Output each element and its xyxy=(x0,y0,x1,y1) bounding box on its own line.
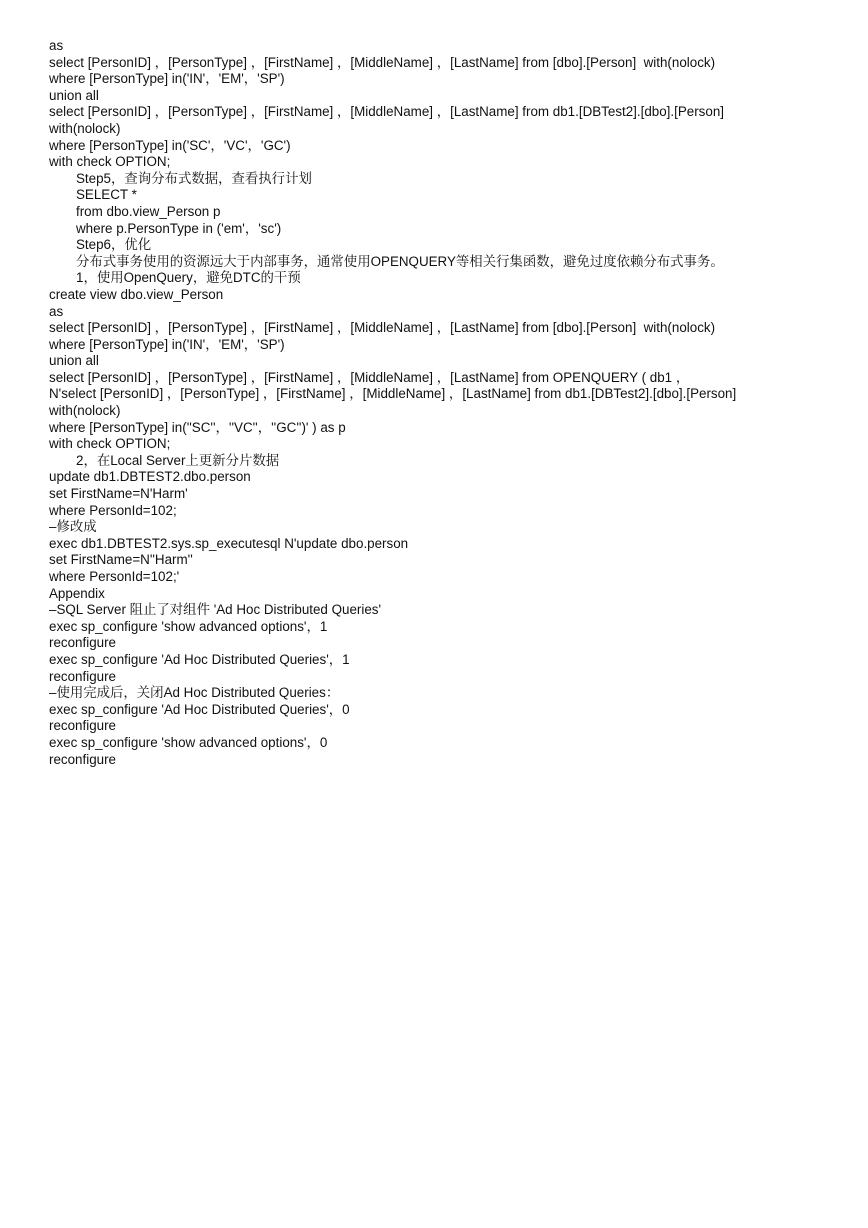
document-line: 1，使用OpenQuery，避免DTC的干预 xyxy=(76,270,301,286)
document-line: exec sp_configure 'show advanced options'，1 xyxy=(49,618,328,634)
document-line: reconfigure xyxy=(49,751,116,767)
document-line: with check OPTION; xyxy=(49,436,171,452)
document-line: Step6，优化 xyxy=(76,237,152,253)
document-line: –SQL Server 阻止了对组件 'Ad Hoc Distributed Queries' xyxy=(49,602,382,618)
document-line: select [PersonID] ，[PersonType] ，[FirstName] ，[MiddleName] ，[LastName] from OPENQUERY ( db1 ， xyxy=(49,369,690,385)
document-line: with(nolock) xyxy=(49,403,121,419)
document-line: select [PersonID] ，[PersonType] ，[FirstName] ，[MiddleName] ，[LastName] from db1.[DBTest2].[dbo].[Person] xyxy=(49,104,724,120)
document-line: 2，在Local Server上更新分片数据 xyxy=(76,452,280,468)
document-line: where PersonId=102; xyxy=(49,502,177,518)
document-line: SELECT * xyxy=(76,187,137,203)
document-line: where p.PersonType in ('em'，'sc') xyxy=(76,220,282,236)
document-line: –修改成 xyxy=(49,519,97,535)
document-line: where [PersonType] in('IN'，'EM'，'SP') xyxy=(49,336,285,352)
document-line: reconfigure xyxy=(49,635,116,651)
document-line: 分布式事务使用的资源远大于内部事务，通常使用OPENQUERY等相关行集函数，避免过度依赖分布式事务。 xyxy=(76,253,724,269)
document-line: as xyxy=(49,303,64,319)
document-line: create view dbo.view_Person xyxy=(49,286,224,302)
document-body xyxy=(49,38,849,768)
document-line: reconfigure xyxy=(49,718,116,734)
document-line: union all xyxy=(49,353,99,369)
document-line: with check OPTION; xyxy=(49,154,171,170)
document-line: as xyxy=(49,38,64,53)
document-line: where [PersonType] in('SC'，'VC'，'GC') xyxy=(49,137,291,153)
document-line: with(nolock) xyxy=(49,120,121,136)
document-line: select [PersonID] ，[PersonType] ，[FirstName] ，[MiddleName] ，[LastName] from [dbo].[Person] with(nolock) xyxy=(49,320,716,336)
document-line: where [PersonType] in(''SC''，''VC''，''GC'')' ) as p xyxy=(49,419,346,435)
document-line: update db1.DBTEST2.dbo.person xyxy=(49,469,251,485)
document-line: Step5，查询分布式数据，查看执行计划 xyxy=(76,170,312,186)
document-line: exec sp_configure 'Ad Hoc Distributed Queries'，1 xyxy=(49,651,350,667)
document-line: exec db1.DBTEST2.sys.sp_executesql N'update dbo.person xyxy=(49,535,409,551)
document-line: reconfigure xyxy=(49,668,116,684)
document-line: Appendix xyxy=(49,585,105,601)
document-line: union all xyxy=(49,87,99,103)
document-line: from dbo.view_Person p xyxy=(76,203,221,219)
document-line: exec sp_configure 'show advanced options'，0 xyxy=(49,734,328,750)
document-line: exec sp_configure 'Ad Hoc Distributed Queries'，0 xyxy=(49,701,350,717)
document-line: N'select [PersonID] ，[PersonType] ，[FirstName] ，[MiddleName] ，[LastName] from db1.[DBTest2].[dbo].[Person] xyxy=(49,386,737,402)
document-line: where [PersonType] in('IN'，'EM'，'SP') xyxy=(49,71,285,87)
document-line: where PersonId=102;' xyxy=(49,569,180,584)
document-line: set FirstName=N'Harm' xyxy=(49,486,188,502)
document-line: set FirstName=N''Harm'' xyxy=(49,552,193,568)
document-line: select [PersonID] ，[PersonType] ，[FirstName] ，[MiddleName] ，[LastName] from [dbo].[Person] with(nolock) xyxy=(49,54,716,70)
document-line: –使用完成后，关闭Ad Hoc Distributed Queries： xyxy=(49,685,340,701)
